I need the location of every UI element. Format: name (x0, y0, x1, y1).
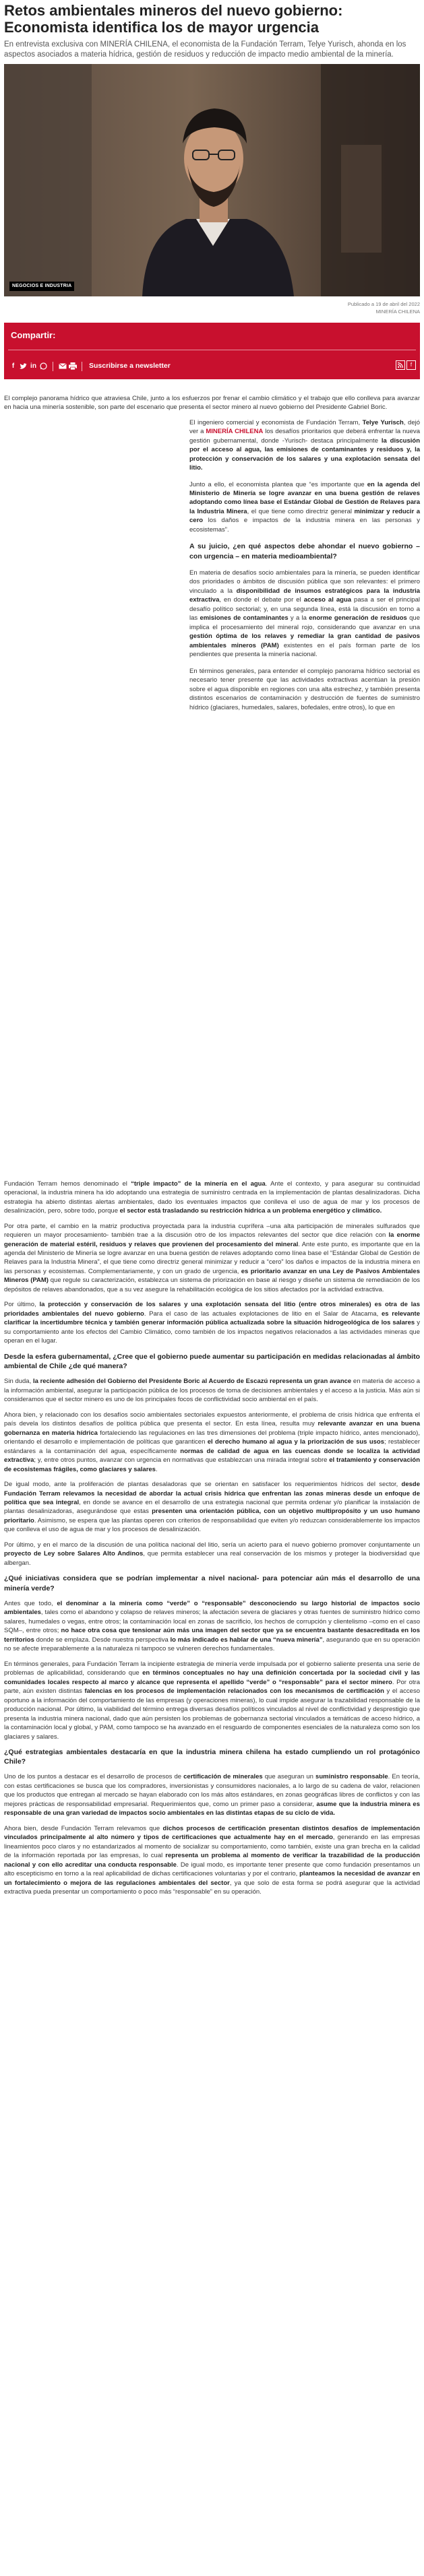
paragraph: Por otra parte, el cambio en la matriz productiva proyectada para la industria cuprífera –una alta participación de minerales sulfurados que requieren un mayor procesamiento- también trae a la discusión otro de los impactos relevantes del sector que dice relación con la enorme generación de material estéril, residuos y relaves que provienen del procesamiento del mineral. Ante este punto, es importante que en la agenda del Ministerio de Minería se logre avanzar en una buena gestión de relaves adoptando como línea base el “Estándar Global de Gestión de Relaves para la Industria Minera”, el que tiene como directriz general minimizar y reducir a “cero” los daños e impactos de la industria minera en las personas y ecosistemas. Complementariamente, y con un grado de urgencia, es prioritario avanzar en una Ley de Pasivos Ambientales Mineros (PAM) que regule su caracterización, establezca un sistema de priorización en base al riesgo y diseñe un sistema de remediación de los depósitos de relaves abandonados, que a su vez asegure la rehabilitación ecológica de los sitios afectados por la actividad extractiva. (4, 1222, 421, 1293)
paragraph: Sin duda, la reciente adhesión del Gobierno del Presidente Boric al Acuerdo de Escazú representa un gran avance en materia de acceso a la información ambiental, asegurar la participación pública de los procesos de toma de decisiones ambientales y el acceso a la justicia. Más aún si consideramos que el sector minero es uno de los principales focos de conflictividad socio ambiental en el país. (4, 1378, 420, 1404)
article-lead: En entrevista exclusiva con MINERÍA CHILENA, el economista de la Fundación Terram, Telye Yurisch, ahonda en los aspectos asociados a materia hídrica, gestión de residuos y reducción de impacto medio ambiental de la minería. (4, 40, 406, 59)
side-space (4, 418, 183, 1180)
newsletter-subscribe-link[interactable]: Suscribirse a newsletter (89, 362, 171, 371)
interview-question: ¿Qué estrategias ambientales destacaría en que la industria minera chilena ha estado cumpliendo un rol protagónico Chile? (4, 1747, 420, 1766)
linkedin-icon[interactable]: in (30, 362, 36, 370)
paragraph: En materia de desafíos socio ambientales para la minería, se pueden identificar dos prioridades o ámbitos de discusión pública que son relevantes: el primero vinculado a la disponibilidad de insumos estratégicos para la industria extractiva, en donde el debate por el acceso al agua pasa a ser el principal desafío político sectorial; y, en una segunda línea, está la discusión en torno a las emisiones de contaminantes y a la enorme generación de residuos que implica el procesamiento del mineral rojo, considerando que avanzar en una gestión óptima de los relaves y remediar la gran cantidad de pasivos ambientales mineros (PAM) existentes en el país forman parte de los pendientes que presenta la minería nacional. (189, 569, 420, 659)
paragraph: Uno de los puntos a destacar es el desarrollo de procesos de certificación de minerales que aseguran un suministro responsable. En teoría, con estas certificaciones se busca que los compradores, inversionistas y consumidores nacionales, a lo largo de su cadena de valor, relacionen que los productos que entregan al mercado se hayan elaborado con los más altos estándares, en zonas geográficas libres de conflictos y con las mejores prácticas de responsabilidad empresarial. Requerimientos que, como un primer paso a considerar, asume que la industria minera es responsable de una gran variedad de impactos socio ambientales en las distintas etapas de su ciclo de vida. (4, 1773, 420, 1817)
publish-source: MINERÍA CHILENA (375, 309, 420, 315)
share-title: Compartir: (11, 329, 56, 340)
article-body (4, 394, 420, 1897)
email-icon[interactable] (57, 361, 67, 371)
interview-question: Desde la esfera gubernamental, ¿Cree que el gobierno puede aumentar su participación en medidas relacionadas al ámbito ambiental de Chile ¿de qué manera? (4, 1352, 420, 1370)
publish-info (4, 300, 420, 316)
interview-question: ¿Qué iniciativas considera que se podrían implementar a nivel nacional- para potenciar aún más el desarrollo de una minería verde? (4, 1574, 420, 1592)
print-icon[interactable] (67, 361, 78, 371)
paragraph: En términos generales, para Fundación Terram la incipiente estrategia de minería verde impulsada por el gobierno saliente presenta una serie de problemas de aplicabilidad, considerando que en términos conceptuales no hay una definición concertada por la sociedad civil y las comunidades locales respecto al marco y alcance que representa el apellido “verde” o “responsable” para el sector minero. Por otra parte, aún existen distintas falencias en los procesos de implementación relacionados con los mecanismos de certificación y el acceso oportuno a la información del comportamiento de las empresas (y operaciones mineras), lo cual impide asegurar la trazabilidad responsable de la producción nacional. Por último, la viabilidad del término entrega diversas desafíos políticos vinculados al nivel de conflictividad y desprestigio que presenta la industria minera nacional, dado que aún persisten los problemas de gobernanza sectorial vinculados a temáticas de acceso hídrico, a la contaminación local y global, y PAM, como tampoco se ha avanzado en el resguardo de componentes esenciales de la naturaleza como son los glaciares y salares. (4, 1660, 421, 1741)
side-column (4, 418, 183, 1180)
rss-icon[interactable] (396, 360, 405, 370)
magazine-link[interactable]: MINERÍA CHILENA (206, 428, 264, 436)
facebook-icon[interactable]: f (11, 362, 15, 370)
publish-date: Publicado a 19 de abril del 2022 (347, 301, 420, 308)
paragraph: Ahora bien, desde Fundación Terram relevamos que dichos procesos de certificación presentan distintos desafíos de implementación vinculados principalmente al alto número y tipos de certificaciones que actualmente hay en el mercado, generando en las empresas lineamientos poco claros y no estandarizados al momento de socializar su comportamiento, como también, existe una gran brecha en la calidad de la información reportada por las empresas, lo cual representa un problema al momento de verificar la trazabilidad de la producción nacional y con ello acreditar una conducta responsable. De igual modo, es importante tener presente que como fundación presentamos un alto escepticismo en torno a la real aplicabilidad de dichas certificaciones voluntarias y por el contrario, planteamos la necesidad de avanzar en un fortalecimiento o mejora de las regulaciones ambientales del sector, ya que solo de esta forma se podrá asegurar que la actividad extractiva pueda presentar un comportamiento o poco más “responsable” en su operación. (4, 1824, 420, 1896)
two-column-section (4, 418, 420, 1180)
paragraph: Antes que todo, el denominar a la minería como “verde” o “responsable” desconociendo su largo historial de impactos socio ambientales, tales como el abandono y colapso de relaves mineros; la afectación severa de glaciares y otras fuentes de suministro hídrico como salares, humedales o vegas, entre otros; la contaminación local en zonas de sacrificio, los hechos de corrupción y clientelismo –como en el caso SQM–, entre otros; no hace otra cosa que tensionar aún más una imagen del sector que ya se encuentra bastante desacreditada en los territorios donde se emplaza. Desde nuestra perspectiva lo más indicado es hablar de una “nueva minería”, asegurando que en su operación no se afecte irreparablemente a la naturaleza ni tampoco se vulneren derechos fundamentales. (4, 1599, 420, 1653)
intro-paragraph: El complejo panorama hídrico que atraviesa Chile, junto a los esfuerzos por frenar el cambio climático y el trabajo que ello conlleva para avanzar en hacia una minería sostenible, son parte del escenario que presenta el sector minero al nuevo gobierno del Presidente Gabriel Boric. (4, 394, 420, 412)
paragraph: Por último, la protección y conservación de los salares y una explotación sensata del litio (entre otros minerales) es otra de las prioridades ambientales del nuevo gobierno. Para el caso de las actuales explotaciones de litio en el Salar de Atacama, es relevante clarificar la incertidumbre técnica y también generar información pública actualizada sobre la situación hidrogeológica de los salares y su comportamiento ante los efectos del Cambio Climático, como también de los impactos negativos relacionados a las actividades mineras que operan en el lugar. (4, 1301, 421, 1345)
category-tag[interactable]: NEGOCIOS E INDUSTRIA (9, 282, 74, 291)
feed-icons (396, 360, 416, 370)
whatsapp-icon[interactable] (38, 361, 49, 371)
main-column (189, 418, 420, 1180)
article-title: Retos ambientales mineros del nuevo gobierno: Economista identifica los de mayor urgencia (4, 2, 343, 36)
paragraph: De igual modo, ante la proliferación de plantas desaladoras que se orientan en satisfacer los requerimientos hídricos del sector, desde Fundación Terram relevamos la necesidad de abordar la actual crisis hídrica que enfrentan las zonas mineras desde un enfoque de política que sea integral, en donde se avance en el desarrollo de una estrategia nacional que permita ordenar y/o planificar la instalación de plantas desalinizadoras, asegurándose que estas presenten una orientación pública, con un objetivo multipropósito y un uso humano prioritario. Asimismo, se espera que las plantas operen con criterios de responsabilidad que eviten y/o reduzcan considerablemente los impactos que conlleva el uso de agua de mar y los procesos de desalinización. (4, 1481, 420, 1534)
share-row (8, 360, 416, 373)
share-bar (4, 323, 420, 379)
paragraph: En términos generales, para entender el complejo panorama hídrico sectorial es necesario tener presente que las actividades extractivas acentúan la presión sobre el agua disponible en regiones con una alta estrechez, y también presenta distintos escenarios de contaminación y destrucción de fuentes de suministro hídrico (glaciares, humedales, salares, bofedales, entre otros), lo que en (189, 667, 420, 711)
portrait-illustration (4, 64, 420, 296)
paragraph: Fundación Terram hemos denominado el “triple impacto” de la minería en el agua. Ante el contexto, y para asegurar su continuidad operacional, la industria minera ha ido adoptando una estrategia de suministro centrada en la implementación de plantas desalinizadoras. Dicha estrategia ha abierto distintas alertas ambientales, dado los eventuales impactos que conlleva el uso de agua de mar y los procesos de desalinización, pero, sobre todo, porque el sector está trasladando su restricción hídrica a un problema energético y climático. (4, 1180, 421, 1215)
facebook-page-icon[interactable]: f (406, 360, 416, 370)
twitter-icon[interactable] (18, 361, 28, 371)
paragraph: El ingeniero comercial y economista de Fundación Terram, Telye Yurisch, dejó ver a MINERÍA CHILENA los desafíos prioritarios que deberá enfrentar la nueva gestión gubernamental, donde -Yurisch- destaca principalmente la discusión por el acceso al agua, las emisiones de contaminantes y residuos y, la protección y conservación de los salares y una explotación sensata del litio. (189, 418, 421, 472)
interview-question: A su juicio, ¿en qué aspectos debe ahondar el nuevo gobierno – con urgencia – en materia medioambiental? (189, 542, 420, 560)
paragraph: Junto a ello, el economista plantea que “es importante que en la agenda del Ministerio de Minería se logre avanzar en una buena gestión de relaves adoptando como línea base el Estándar Global de Gestión de Relaves para la Industria Minera, el que tiene como directriz general minimizar y reducir a cero los daños e impactos de la industria minera en las personas y ecosistemas”. (189, 480, 421, 534)
article-photo (4, 64, 420, 296)
paragraph: Por último, y en el marco de la discusión de una política nacional del litio, sería un acierto para el nuevo gobierno promover conjuntamente un proyecto de Ley sobre Salares Alto Andinos, que permita establecer una real conservación de los mismos y proteger la biodiversidad que albergan. (4, 1541, 421, 1567)
paragraph: Ahora bien, y relacionado con los desafíos socio ambientales sectoriales expuestos anteriormente, el problema de crisis hídrica que enfrenta el país devela los distintos desafíos de política pública que presenta el sector. En esta línea, resulta muy relevante avanzar en una buena gobernanza en materia hídrica fortaleciendo las regulaciones en las tres dimensiones del problema (triple impacto hídrico, antes mencionado), orientando el desarrollo e implementación de políticas que garanticen el derecho humano al agua y la priorización de sus usos; restablecer estándares a la contaminación del agua, específicamente normas de calidad de agua en las cuencas donde se localiza la actividad extractiva; y, entre otros puntos, avanzar con urgencia en normativas que establezcan una mirada integral sobre el tratamiento y conservación de ecosistemas frágiles, como glaciares y salares. (4, 1411, 420, 1473)
